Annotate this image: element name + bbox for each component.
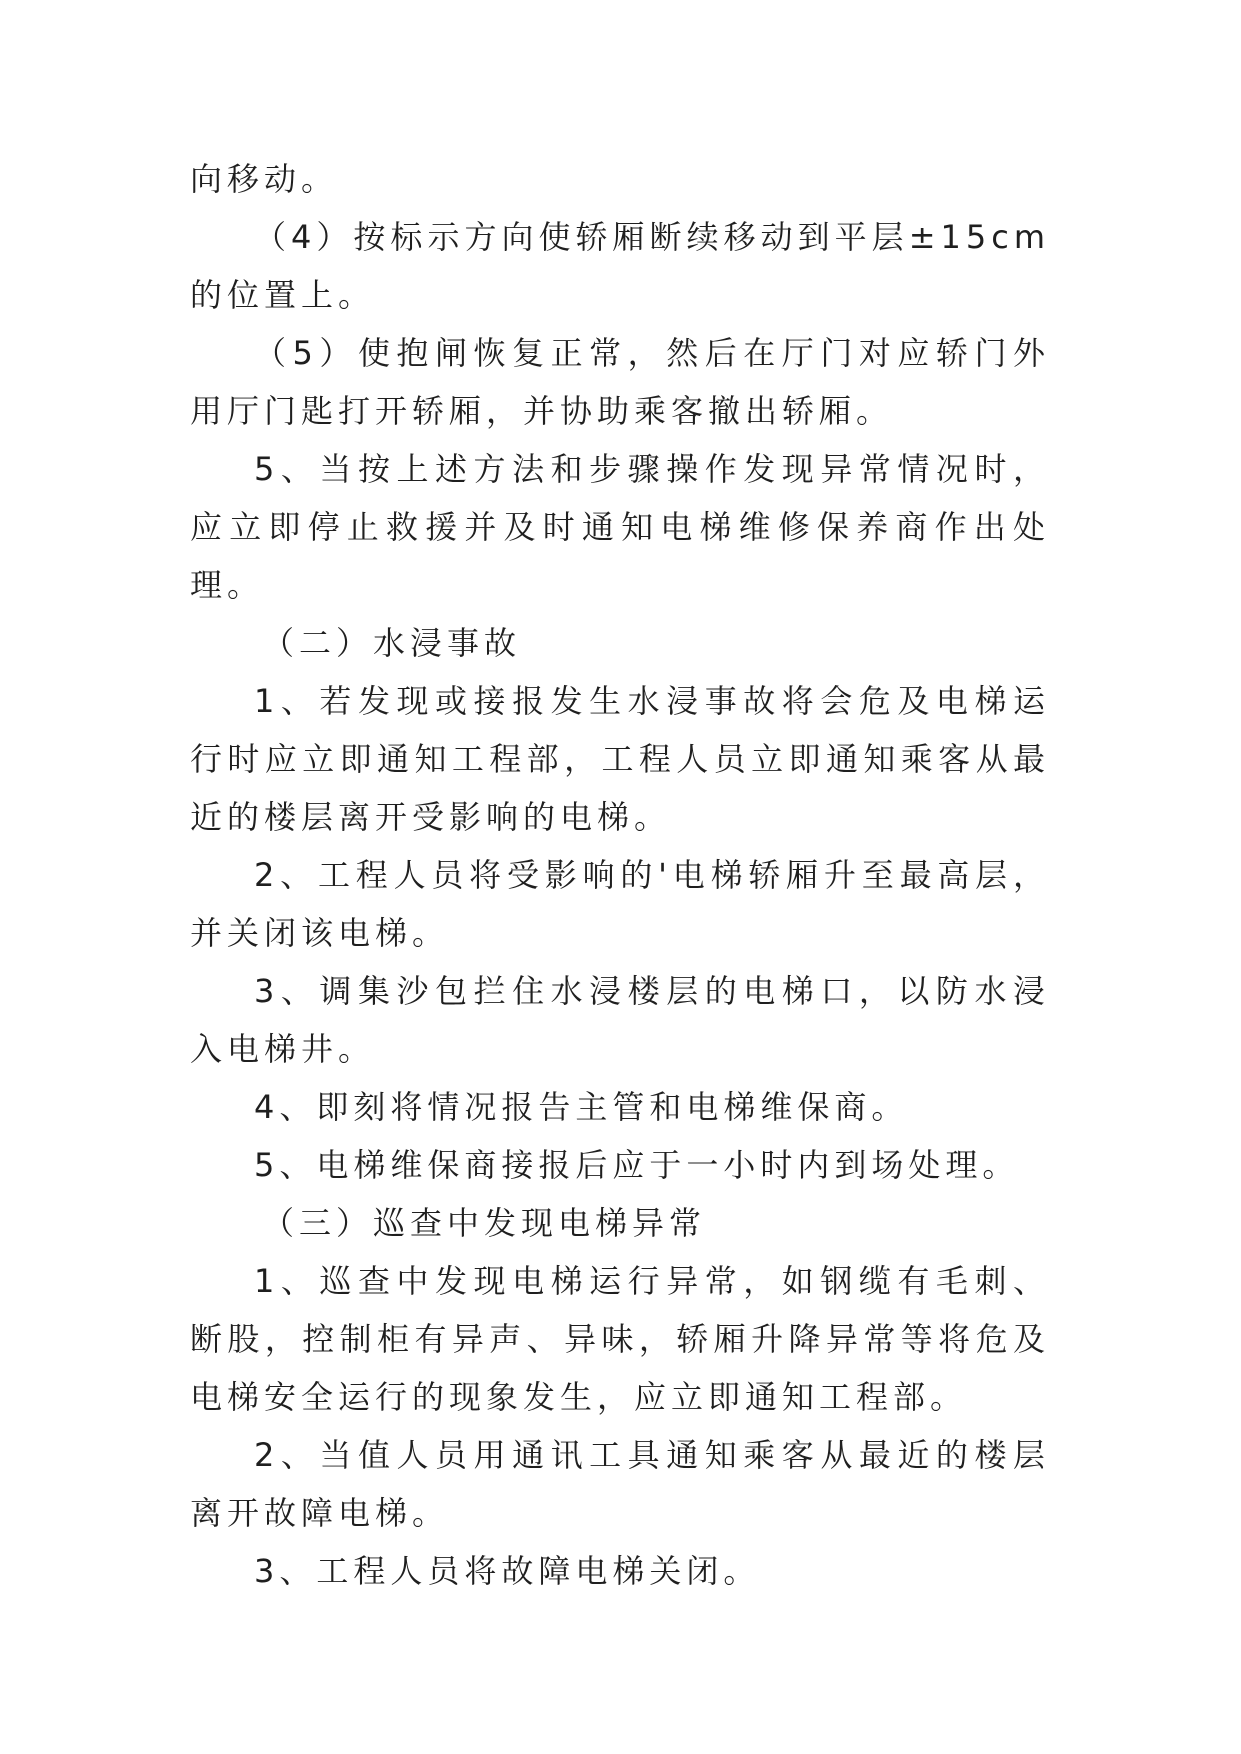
document-body — [190, 150, 1050, 1600]
section-heading-inspection: （三）巡查中发现电梯异常 — [262, 1204, 707, 1242]
paragraph-item-5: 5、当按上述方法和步骤操作发现异常情况时，应立即停止救援并及时通知电梯维修保养商作出处理。 — [190, 450, 1050, 604]
paragraph-inspection-2: 2、当值人员用通讯工具通知乘客从最近的楼层离开故障电梯。 — [190, 1436, 1050, 1532]
paragraph-step-5: （5）使抱闸恢复正常，然后在厅门对应轿门外用厅门匙打开轿厢，并协助乘客撤出轿厢。 — [190, 334, 1050, 430]
paragraph-water-5: 5、电梯维保商接报后应于一小时内到场处理。 — [254, 1146, 1020, 1184]
paragraph-water-2: 2、工程人员将受影响的'电梯轿厢升至最高层，并关闭该电梯。 — [190, 856, 1050, 952]
paragraph-water-1: 1、若发现或接报发生水浸事故将会危及电梯运行时应立即通知工程部，工程人员立即通知乘客从最近的楼层离开受影响的电梯。 — [190, 682, 1050, 836]
paragraph-water-4: 4、即刻将情况报告主管和电梯维保商。 — [254, 1088, 909, 1126]
paragraph-continuation: 向移动。 — [190, 160, 339, 198]
paragraph-inspection-3: 3、工程人员将故障电梯关闭。 — [254, 1552, 761, 1590]
paragraph-inspection-1: 1、巡查中发现电梯运行异常，如钢缆有毛刺、断股，控制柜有异声、异味，轿厢升降异常等将危及电梯安全运行的现象发生，应立即通知工程部。 — [190, 1262, 1050, 1416]
section-heading-water: （二）水浸事故 — [262, 624, 522, 662]
paragraph-water-3: 3、调集沙包拦住水浸楼层的电梯口，以防水浸入电梯井。 — [190, 972, 1050, 1068]
paragraph-step-4: （4）按标示方向使轿厢断续移动到平层±15cm的位置上。 — [190, 218, 1050, 314]
